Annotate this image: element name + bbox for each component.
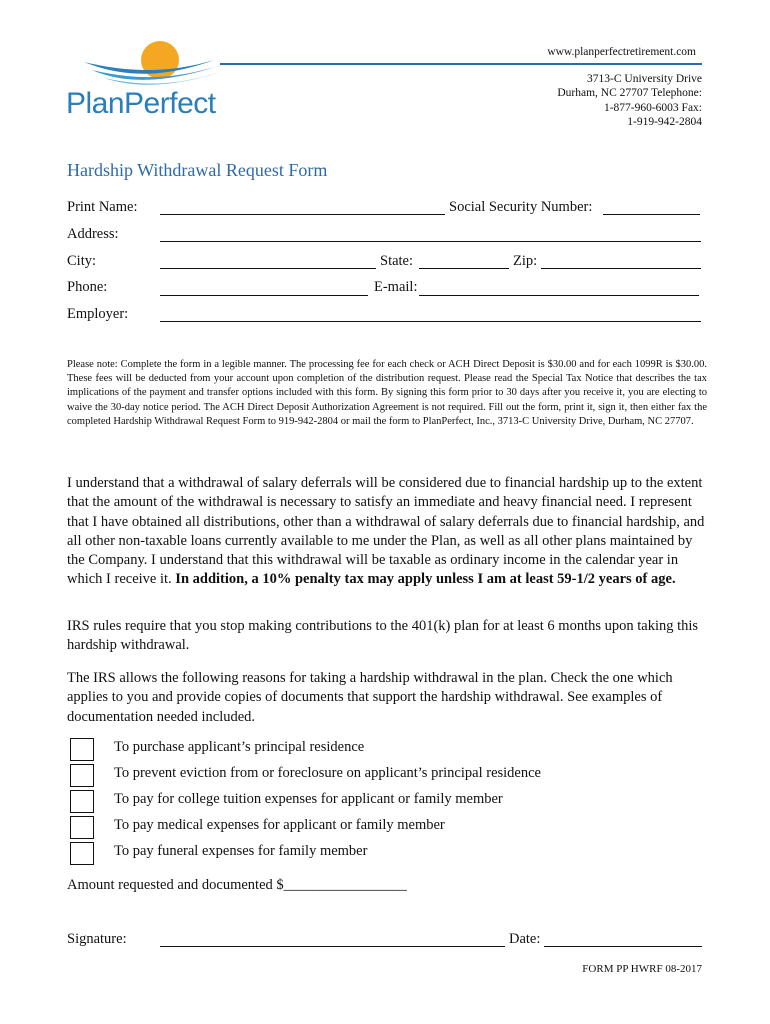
processing-note: Please note: Complete the form in a legible manner. The processing fee for each check or ACH Direct Deposit is $30.00 and for each 1099R is $30.00. These fees will be deducted from your account upon completion of the distribution request. Please read the Special Tax Notice that describes the tax implications of the payment and transfer options included with this form. By signing this form prior to 30 days after you receive it, you are electing to waive the 30-day notice period. The ACH Direct Deposit Authorization Agreement is not required. Fill out the form, print it, sign it, then either fax the completed Hardship Withdrawal Request Form to 919-942-2804 or mail the form to PlanPerfect, Inc., 3713-C University Drive, Durham, NC 27707.: [67, 359, 707, 427]
address-line: 1-877-960-6003 Fax:: [603, 101, 702, 114]
penalty-warning: In addition, a 10% penalty tax may apply unless I am at least 59-1/2 years of age.: [175, 571, 676, 588]
hardship-reasons-intro: The IRS allows the following reasons for taking a hardship withdrawal in the plan. Check the one which applies to you and provide copies of documents that support the hardship withdrawal. See examples of documentation needed included.: [67, 670, 673, 725]
reason-row[interactable]: [70, 842, 368, 867]
reason-row[interactable]: [70, 764, 541, 789]
reason-row[interactable]: [70, 790, 503, 815]
website-url: www.planperfectretirement.com: [547, 46, 696, 58]
reason-checkbox[interactable]: [70, 790, 94, 813]
state-label: State:: [380, 253, 414, 269]
reason-row[interactable]: [70, 738, 365, 763]
address-label: Address:: [67, 226, 119, 242]
print-name-label: Print Name:: [67, 199, 138, 215]
header-rule: [220, 63, 702, 65]
reason-checkbox[interactable]: [70, 842, 94, 865]
state-field[interactable]: [419, 268, 509, 269]
brand-name: PlanPerfect: [66, 87, 216, 120]
address-line: Durham, NC 27707 Telephone:: [557, 87, 702, 100]
reason-label: To purchase applicant’s principal residence: [114, 739, 365, 755]
phone-field[interactable]: [160, 295, 368, 296]
email-label: E-mail:: [374, 279, 418, 295]
contact-address: [557, 72, 702, 129]
form-number: FORM PP HWRF 08-2017: [582, 963, 702, 975]
address-field[interactable]: [160, 241, 701, 242]
reason-label: To pay for college tuition expenses for applicant or family member: [114, 791, 503, 807]
signature-field[interactable]: [160, 946, 505, 947]
date-field[interactable]: [544, 946, 702, 947]
reason-label: To pay funeral expenses for family member: [114, 843, 368, 859]
employer-label: Employer:: [67, 306, 129, 322]
zip-field[interactable]: [541, 268, 701, 269]
form-title: Hardship Withdrawal Request Form: [67, 160, 328, 180]
address-line: 1-919-942-2804: [627, 115, 702, 128]
city-label: City:: [67, 253, 97, 269]
reason-checkbox[interactable]: [70, 764, 94, 787]
acknowledgement-text: I understand that a withdrawal of salary deferrals will be considered due to financial hardship up to the extent that the amount of the withdrawal is necessary to satisfy an immediate and heavy financial need. I represent that I have obtained all distributions, other than a withdrawal of salary deferrals due to financial hardship, and all other non-taxable loans currently available to me under the Plan, as well as all other plans maintained by the Company. I understand that this withdrawal will be taxable as ordinary income in the calendar year in which I receive it.: [67, 475, 705, 588]
date-label: Date:: [509, 931, 541, 947]
zip-label: Zip:: [513, 253, 538, 269]
employer-field[interactable]: [160, 321, 701, 322]
reason-row[interactable]: [70, 816, 445, 841]
reason-label: To pay medical expenses for applicant or family member: [114, 817, 445, 833]
address-line: 3713-C University Drive: [587, 73, 702, 85]
email-field[interactable]: [419, 295, 699, 296]
city-field[interactable]: [160, 268, 376, 269]
ssn-label: Social Security Number:: [449, 199, 593, 215]
reason-checkbox[interactable]: [70, 738, 94, 761]
print-name-field[interactable]: [160, 214, 445, 215]
reason-checkbox[interactable]: [70, 816, 94, 839]
reason-label: To prevent eviction from or foreclosure on applicant’s principal residence: [114, 765, 541, 781]
acknowledgement-paragraph: [67, 474, 707, 590]
amount-requested-field[interactable]: Amount requested and documented $_________________: [67, 877, 407, 893]
signature-label: Signature:: [67, 931, 127, 947]
ssn-field[interactable]: [603, 214, 700, 215]
phone-label: Phone:: [67, 279, 108, 295]
irs-rules-paragraph: IRS rules require that you stop making contributions to the 401(k) plan for at least 6 months upon taking this hardship withdrawal.: [67, 618, 699, 654]
